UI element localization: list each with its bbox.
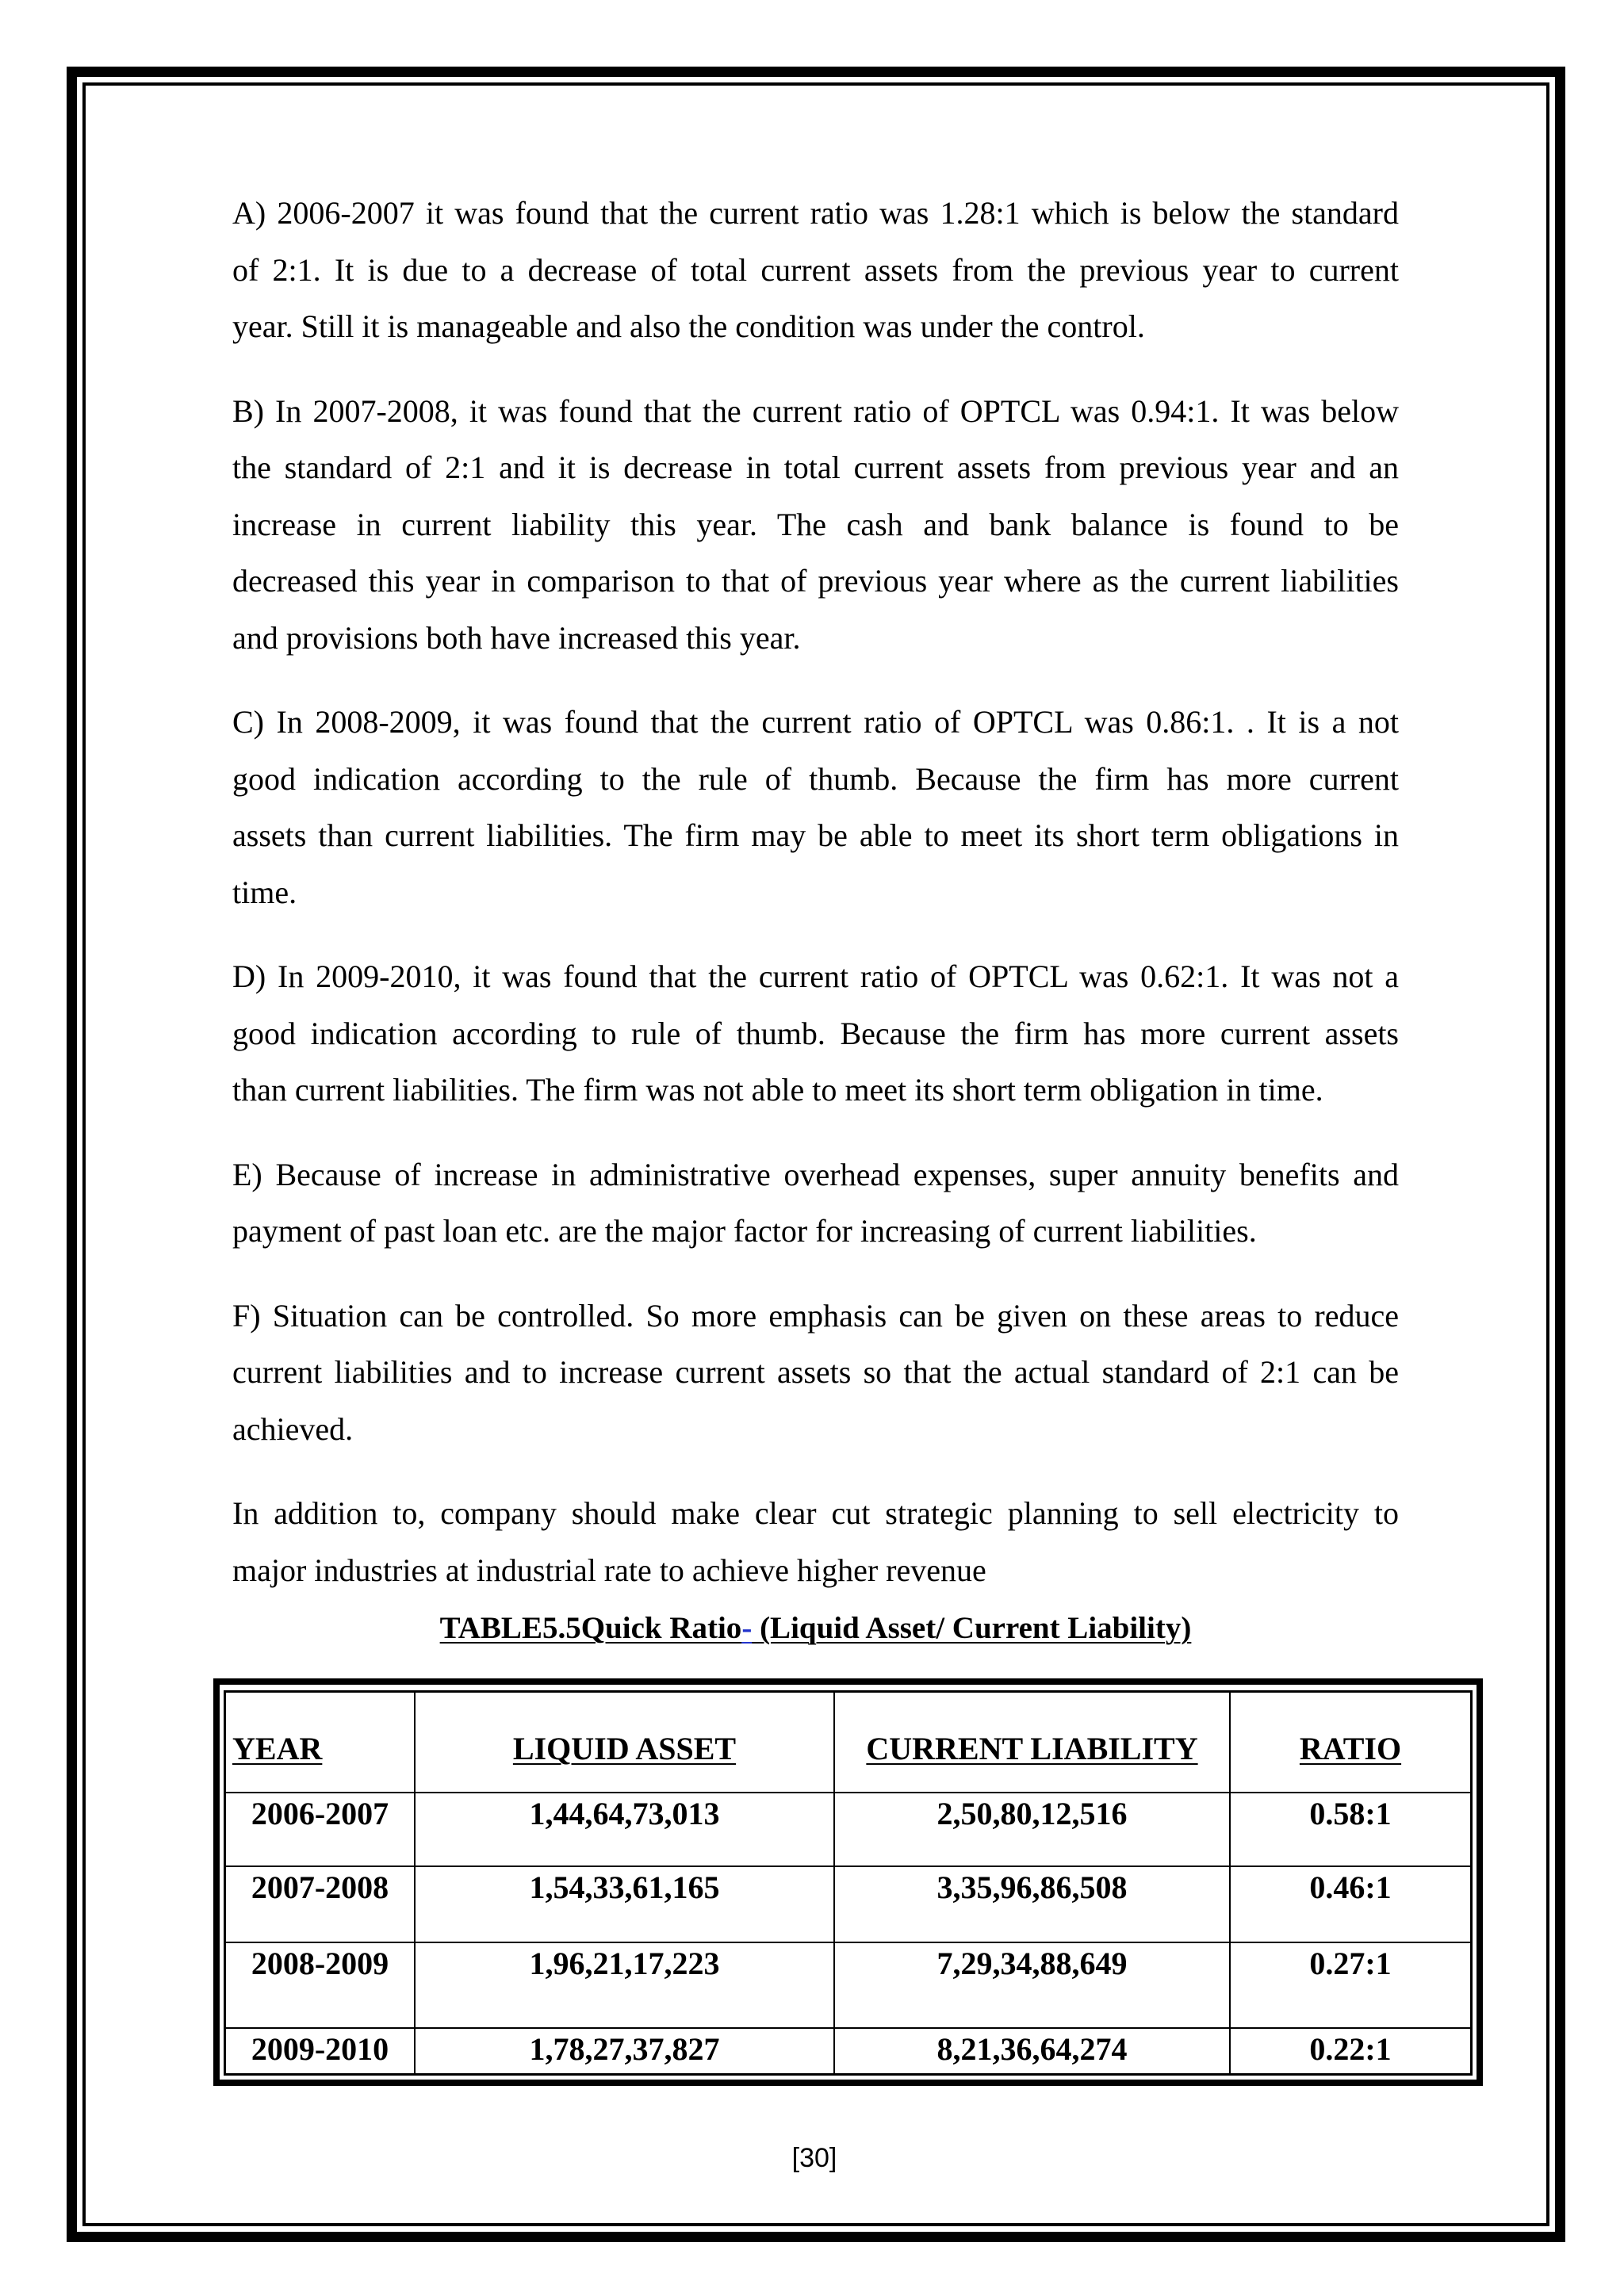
table-cell-year: 2006-2007: [226, 1793, 416, 1867]
table-cell-year: 2009-2010: [226, 2029, 416, 2073]
table-cell-current-liability: 3,35,96,86,508: [835, 1867, 1231, 1943]
text-line: major industries at industrial rate to achieve higher revenue: [232, 1552, 986, 1588]
text-line: F) Situation can be controlled. So more emphasis can be given on these areas to reduce: [232, 1297, 1399, 1334]
paragraph-b: [232, 383, 1399, 667]
table-cell-ratio: 0.22:1: [1309, 2031, 1392, 2067]
text-line: In addition to, company should make clear cut strategic planning to sell electricity to: [232, 1495, 1399, 1531]
table-header-liquid-asset: LIQUID ASSET: [416, 1693, 835, 1793]
table-cell-current-liability: 8,21,36,64,274: [835, 2029, 1231, 2073]
text-line: E) Because of increase in administrative overhead expenses, super annuity benefits and: [232, 1156, 1399, 1192]
table-title-rest: (Liquid Asset/ Current Liability): [760, 1611, 1192, 1645]
text-line: D) In 2009-2010, it was found that the current ratio of OPTCL was 0.62:1. It was not a: [232, 959, 1399, 994]
table-cell-ratio: 0.46:1: [1231, 1867, 1470, 1943]
text-line: of 2:1. It is due to a decrease of total current assets from the previous year to current: [232, 251, 1399, 288]
table-title-dash: -: [741, 1611, 753, 1645]
text-line: good indication according to rule of thumb. Because the firm has more current assets: [232, 1015, 1399, 1051]
text-line: and provisions both have increased this year.: [232, 619, 801, 656]
paragraph-d: [232, 948, 1399, 1119]
table-header-year: YEAR: [226, 1693, 416, 1793]
paragraph-a: [232, 185, 1399, 355]
body-text: [232, 185, 1399, 1626]
text-line: the standard of 2:1 and it is decrease in total current assets from previous year and an: [232, 450, 1399, 485]
paragraph-conclusion: [232, 1485, 1399, 1598]
table-cell-current-liability: 2,50,80,12,516: [835, 1793, 1231, 1867]
table-header-ratio: RATIO: [1231, 1693, 1470, 1793]
table-cell-liquid-asset: 1,78,27,37,827: [416, 2029, 835, 2073]
table-cell-liquid-asset: 1,96,21,17,223: [416, 1943, 835, 2029]
text-line: decreased this year in comparison to that of previous year where as the current liabilities: [232, 563, 1399, 599]
table-cell-ratio: 0.27:1: [1231, 1943, 1470, 2029]
paragraph-c: [232, 694, 1399, 920]
table-title-main: TABLE5.5Quick Ratio: [439, 1611, 742, 1645]
text-line: time.: [232, 874, 297, 910]
table-title: [232, 1609, 1399, 1648]
table-cell-liquid-asset: 1,54,33,61,165: [416, 1867, 835, 1943]
text-line: C) In 2008-2009, it was found that the current ratio of OPTCL was 0.86:1. . It is a not: [232, 704, 1399, 740]
table-cell-year: 2008-2009: [226, 1943, 416, 2029]
table-cell-current-liability: 7,29,34,88,649: [835, 1943, 1231, 2029]
page-number: [30]: [791, 2143, 837, 2173]
table-cell-ratio: 0.58:1: [1231, 1793, 1470, 1867]
quick-ratio-table: [224, 1690, 1473, 2076]
text-line: A) 2006-2007 it was found that the current ratio was 1.28:1 which is below the standard: [232, 195, 1399, 231]
text-line: increase in current liability this year. The cash and bank balance is found to be: [232, 506, 1399, 542]
paragraph-f: [232, 1288, 1399, 1458]
text-line: payment of past loan etc. are the major factor for increasing of current liabilities.: [232, 1213, 1257, 1249]
text-line: B) In 2007-2008, it was found that the current ratio of OPTCL was 0.94:1. It was below: [232, 392, 1399, 429]
text-line: than current liabilities. The firm was not able to meet its short term obligation in time.: [232, 1072, 1323, 1108]
text-line: current liabilities and to increase current assets so that the actual standard of 2:1 can be: [232, 1354, 1399, 1390]
table-cell-year: 2007-2008: [226, 1867, 416, 1943]
text-line: assets than current liabilities. The firm may be able to meet its short term obligations in: [232, 817, 1399, 853]
table-cell-liquid-asset: 1,44,64,73,013: [416, 1793, 835, 1867]
text-line: year. Still it is manageable and also the condition was under the control.: [232, 308, 1145, 344]
paragraph-e: [232, 1146, 1399, 1260]
text-line: achieved.: [232, 1410, 354, 1447]
text-line: good indication according to the rule of thumb. Because the firm has more current: [232, 760, 1399, 797]
table-header-current-liability: CURRENT LIABILITY: [835, 1693, 1231, 1793]
